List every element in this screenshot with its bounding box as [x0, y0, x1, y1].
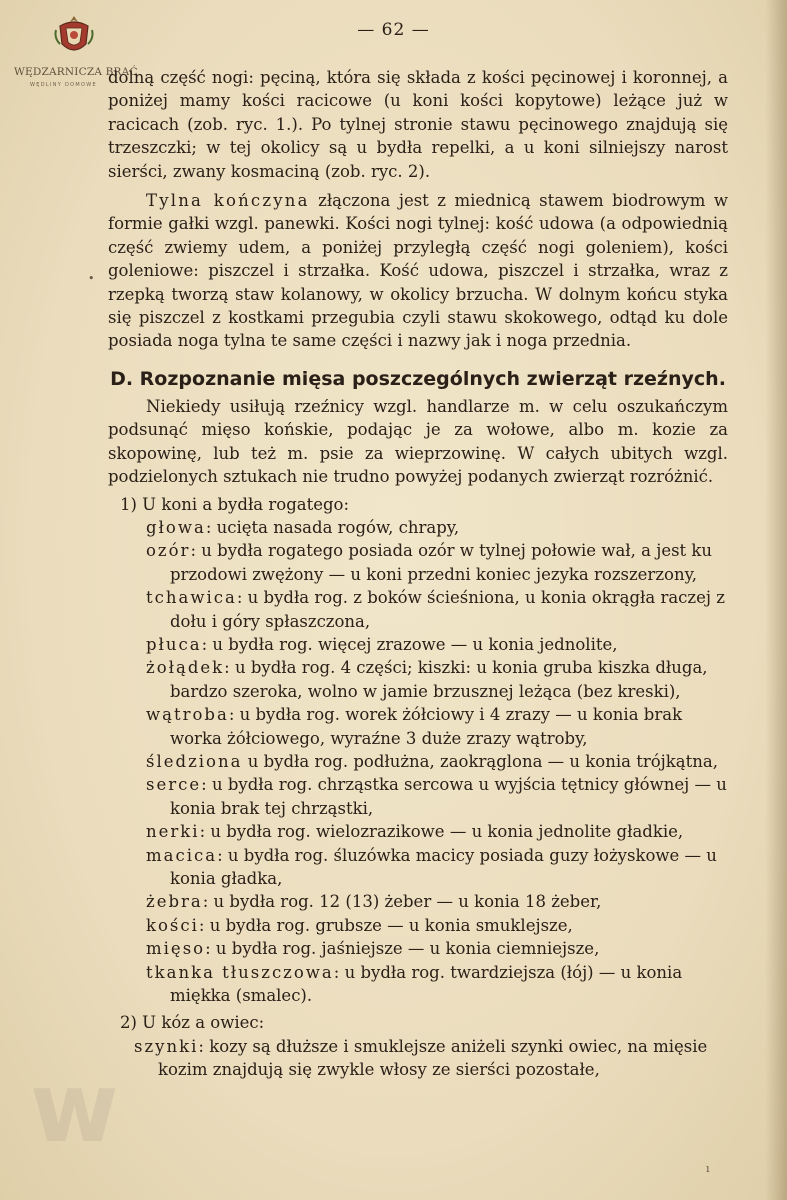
list-item: kości: u bydła rog. grubsze — u konia smuklejsze, [146, 915, 573, 935]
margin-tick-icon: ı [706, 1162, 710, 1175]
list-item: serce: u bydła rog. chrząstka sercowa u wyjścia tętnicy głównej — u konia brak tej chrząstki, [146, 775, 727, 818]
list-item: mięso: u bydła rog. jaśniejsze — u konia ciemniejsze, [146, 939, 600, 959]
list-item: ozór: u bydła rogatego posiada ozór w tylnej połowie wał, a jest ku przodowi zwężony — u koni przedni koniec jezyka rozszerzony, [146, 541, 713, 584]
list-item: płuca: u bydła rog. więcej zrazowe — u konia jednolite, [146, 634, 618, 654]
page-number: — 62 — [357, 20, 430, 40]
paragraph-3: Niekiedy usiłują rzeźnicy wzgl. handlarze m. w celu oszukańczym podsunąć mięso końskie, podając je za wołowe, albo m. kozie za skopowinę, lub też m. psie za wieprzowinę. W całych ubitych wzgl. podzielonych sztukach nie trudno powyżej podanych zwierząt rozróżnić. [108, 396, 728, 487]
margin-dot-icon: • [88, 272, 95, 285]
paragraph-2 [108, 189, 728, 353]
list-item: szynki: kozy są dłuższe i smuklejsze aniżeli szynki owiec, na mięsie kozim znajdują się zwykle włosy ze sierści pozostałe, [134, 1036, 708, 1080]
page-body [108, 66, 728, 1082]
list-item: nerki: u bydła rog. wielozrazikowe — u konia jednolite gładkie, [146, 822, 684, 842]
list-1-marker: 1) U koni a bydła rogatego: [120, 494, 350, 514]
page-edge-shadow [765, 0, 787, 1200]
list-item: głowa: ucięta nasada rogów, chrapy, [146, 517, 460, 537]
list-item: wątroba: u bydła rog. worek żółciowy i 4 zrazy — u konia brak worka żółciowego, wyraźne 3 duże zrazy wątroby, [146, 705, 683, 748]
section-heading: D. Rozpoznanie mięsa poszczególnych zwierząt rzeźnych. [110, 367, 726, 390]
logo-name: WĘDZARNICZA BRAĆ [14, 66, 138, 78]
list-2 [134, 1035, 728, 1082]
list-2-marker: 2) U kóz a owiec: [120, 1013, 265, 1033]
paragraph-2-lead: Tylna kończyna [146, 191, 310, 211]
list-item: żebra: u bydła rog. 12 (13) żeber — u konia 18 żeber, [146, 892, 602, 912]
list-item: żołądek: u bydła rog. 4 części; kiszki: u konia gruba kiszka długa, bardzo szeroka, wolno w jamie brzusznej leżąca (bez kreski), [146, 658, 708, 701]
logo-subtitle: WĘDLINY DOMOWE [30, 82, 97, 88]
paragraph-1: dolną część nogi: pęciną, która się składa z kości pęcinowej i koronnej, a poniżej mamy kości racicowe (u koni kości kopytowe) leżące już w racicach (zob. ryc. 1.). Po tylnej stronie stawu pęcinowego znajdują się trzeszczki; w tej okolicy są u bydła repelki, a u koni silniejszy narost sierści, zwany kosmaciną (zob. ryc. 2). [108, 68, 728, 181]
list-item: macica: u bydła rog. śluzówka macicy posiada guzy łożyskowe — u konia gładka, [146, 845, 717, 888]
paragraph-2-text: złączona jest z miednicą stawem biodrowym w formie gałki wzgl. panewki. Kości nogi tylnej: kość udowa (a odpowiednią część zwiemy udem, a poniżej przyległą część nogi goleniem), kości goleniowe: piszczel i strzałka. Kość udowa, piszczel i strzałka, wraz z rzepką tworzą staw kolanowy, w okolicy brzucha. W dolnym końcu styka się piszczel z kostkami przegubia czyli stawu skokowego, odtąd ku dole posiada noga tylna te same części i nazwy jak i noga przednia. [108, 191, 728, 351]
list-1 [146, 516, 728, 1008]
list-item: śledziona u bydła rog. podłużna, zaokrąglona — u konia trójkątna, [146, 751, 718, 771]
list-item: tchawica: u bydła rog. z boków ścieśniona, u konia okrągła raczej z dołu i góry spłaszczona, [146, 588, 725, 631]
list-item: tkanka tłuszczowa: u bydła rog. twardziejsza (łój) — u konia miękka (smalec). [146, 962, 683, 1006]
